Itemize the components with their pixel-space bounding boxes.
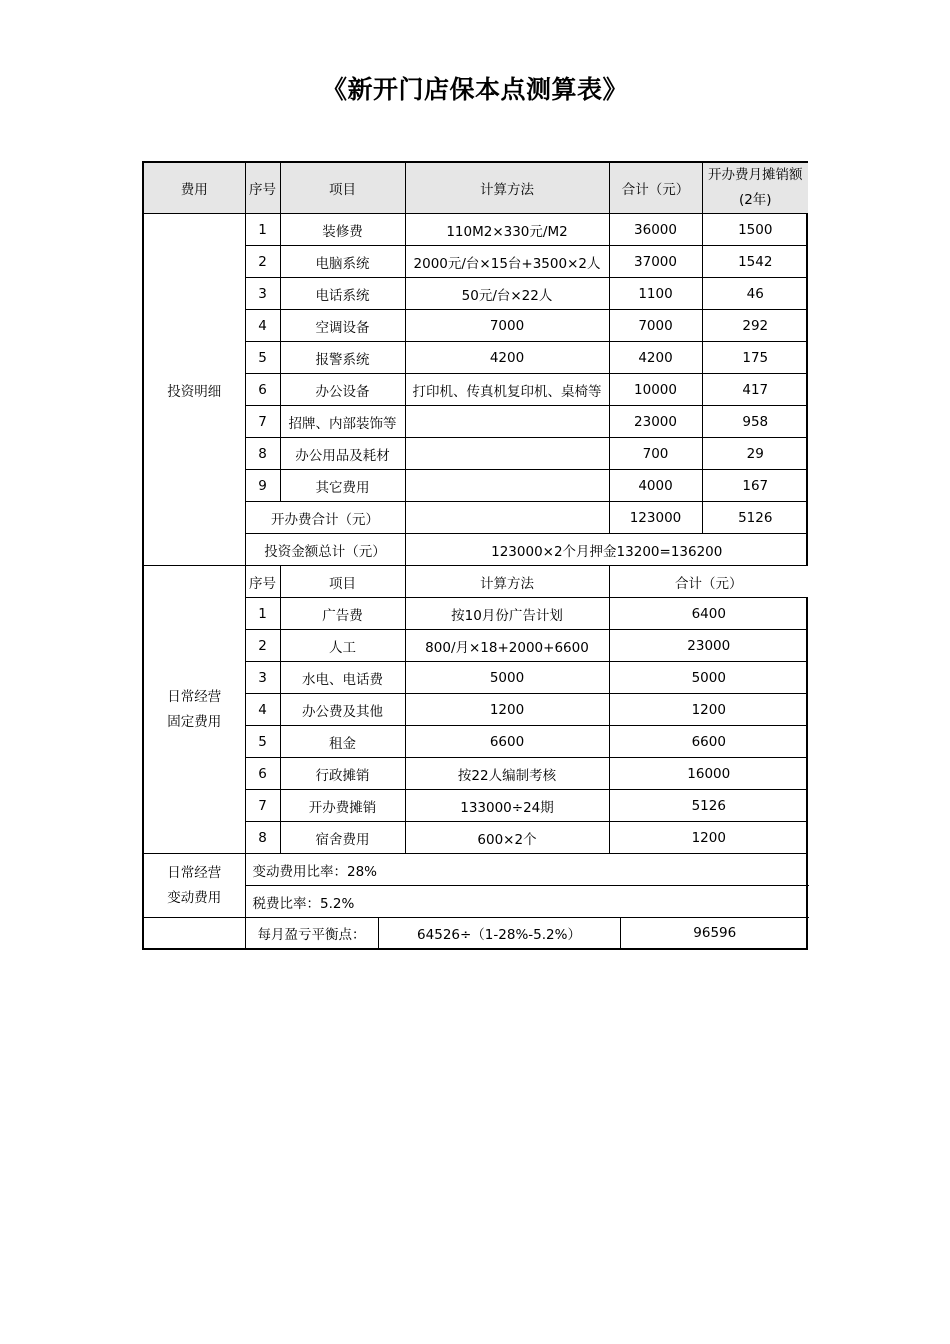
row-seq: 5 <box>245 726 280 758</box>
table-row <box>144 214 808 246</box>
investment-and-fixed-table <box>144 163 808 854</box>
row-method: 600×2个 <box>405 822 609 854</box>
variable-category <box>144 854 245 918</box>
row-amort: 175 <box>702 342 808 374</box>
row-item: 办公费及其他 <box>280 694 405 726</box>
row-item: 行政摊销 <box>280 758 405 790</box>
row-item: 空调设备 <box>280 310 405 342</box>
row-total: 1200 <box>609 822 808 854</box>
fixed-category-line2: 固定费用 <box>167 713 222 730</box>
fixed-header-seq: 序号 <box>245 566 280 598</box>
header-amort <box>702 163 808 214</box>
row-seq: 1 <box>245 598 280 630</box>
header-method: 计算方法 <box>405 163 609 214</box>
subtotal-amort: 5126 <box>702 502 808 534</box>
tax-rate: 税费比率：5.2% <box>245 886 809 918</box>
row-method <box>405 406 609 438</box>
row-method: 800/月×18+2000+6600 <box>405 630 609 662</box>
breakeven-sheet <box>142 161 808 950</box>
breakeven-row <box>144 918 809 949</box>
variable-rate-row <box>144 854 809 886</box>
row-seq: 2 <box>245 630 280 662</box>
grand-total-label: 投资金额总计（元） <box>245 534 405 566</box>
row-item: 电脑系统 <box>280 246 405 278</box>
breakeven-value: 96596 <box>620 918 809 949</box>
row-total: 4000 <box>609 470 702 502</box>
header-fee: 费用 <box>144 163 245 214</box>
subtotal-label: 开办费合计（元） <box>245 502 405 534</box>
row-total: 37000 <box>609 246 702 278</box>
row-item: 电话系统 <box>280 278 405 310</box>
row-item: 办公设备 <box>280 374 405 406</box>
row-amort: 417 <box>702 374 808 406</box>
row-amort: 1500 <box>702 214 808 246</box>
row-item: 报警系统 <box>280 342 405 374</box>
row-seq: 3 <box>245 278 280 310</box>
row-seq: 9 <box>245 470 280 502</box>
row-total: 5126 <box>609 790 808 822</box>
header-amort-line1: 开办费月摊销额 <box>708 167 803 183</box>
breakeven-formula: 64526÷（1-28%-5.2%） <box>378 918 620 949</box>
fixed-header-method: 计算方法 <box>405 566 609 598</box>
row-method: 7000 <box>405 310 609 342</box>
row-seq: 3 <box>245 662 280 694</box>
row-method: 5000 <box>405 662 609 694</box>
grand-total-value: 123000×2个月押金13200=136200 <box>405 534 808 566</box>
row-item: 开办费摊销 <box>280 790 405 822</box>
row-total: 6400 <box>609 598 808 630</box>
row-seq: 7 <box>245 790 280 822</box>
row-item: 招牌、内部装饰等 <box>280 406 405 438</box>
variable-category-line1: 日常经营 <box>167 864 222 881</box>
header-total: 合计（元） <box>609 163 702 214</box>
fixed-header-total: 合计（元） <box>609 566 808 598</box>
row-total: 16000 <box>609 758 808 790</box>
row-total: 1100 <box>609 278 702 310</box>
row-method <box>405 438 609 470</box>
variable-and-breakeven-table <box>144 854 809 948</box>
row-item: 办公用品及耗材 <box>280 438 405 470</box>
row-item: 人工 <box>280 630 405 662</box>
row-method: 1200 <box>405 694 609 726</box>
breakeven-label: 每月盈亏平衡点： <box>245 918 378 949</box>
row-method: 按10月份广告计划 <box>405 598 609 630</box>
row-method: 4200 <box>405 342 609 374</box>
row-seq: 4 <box>245 310 280 342</box>
fixed-category <box>144 566 245 854</box>
subtotal-method <box>405 502 609 534</box>
row-item: 租金 <box>280 726 405 758</box>
variable-rate: 变动费用比率：28% <box>245 854 809 886</box>
row-method: 打印机、传真机复印机、桌椅等 <box>405 374 609 406</box>
row-item: 宿舍费用 <box>280 822 405 854</box>
row-total: 36000 <box>609 214 702 246</box>
variable-category-line2: 变动费用 <box>167 889 222 906</box>
row-seq: 2 <box>245 246 280 278</box>
page-title: 《新开门店保本点测算表》 <box>321 75 628 104</box>
header-seq: 序号 <box>245 163 280 214</box>
row-item: 装修费 <box>280 214 405 246</box>
row-seq: 8 <box>245 822 280 854</box>
row-item: 水电、电话费 <box>280 662 405 694</box>
row-total: 4200 <box>609 342 702 374</box>
row-method: 6600 <box>405 726 609 758</box>
fixed-header-item: 项目 <box>280 566 405 598</box>
row-item: 广告费 <box>280 598 405 630</box>
row-seq: 6 <box>245 374 280 406</box>
row-amort: 292 <box>702 310 808 342</box>
row-amort: 167 <box>702 470 808 502</box>
row-amort: 29 <box>702 438 808 470</box>
row-total: 23000 <box>609 630 808 662</box>
row-seq: 7 <box>245 406 280 438</box>
header-item: 项目 <box>280 163 405 214</box>
row-total: 5000 <box>609 662 808 694</box>
row-seq: 8 <box>245 438 280 470</box>
fixed-header-row <box>144 566 808 598</box>
row-total: 7000 <box>609 310 702 342</box>
row-method: 133000÷24期 <box>405 790 609 822</box>
row-total: 6600 <box>609 726 808 758</box>
subtotal-total: 123000 <box>609 502 702 534</box>
row-method: 2000元/台×15台+3500×2人 <box>405 246 609 278</box>
investment-category: 投资明细 <box>144 214 245 566</box>
row-total: 1200 <box>609 694 808 726</box>
row-amort: 958 <box>702 406 808 438</box>
row-method <box>405 470 609 502</box>
breakeven-blank <box>144 918 245 949</box>
row-total: 23000 <box>609 406 702 438</box>
row-method: 110M2×330元/M2 <box>405 214 609 246</box>
row-method: 50元/台×22人 <box>405 278 609 310</box>
row-amort: 46 <box>702 278 808 310</box>
row-seq: 4 <box>245 694 280 726</box>
row-item: 其它费用 <box>280 470 405 502</box>
header-amort-line2: (2年) <box>738 192 772 208</box>
row-seq: 6 <box>245 758 280 790</box>
row-total: 700 <box>609 438 702 470</box>
row-seq: 5 <box>245 342 280 374</box>
fixed-category-line1: 日常经营 <box>167 688 222 705</box>
table-header-row <box>144 163 808 214</box>
row-amort: 1542 <box>702 246 808 278</box>
row-method: 按22人编制考核 <box>405 758 609 790</box>
row-seq: 1 <box>245 214 280 246</box>
row-total: 10000 <box>609 374 702 406</box>
